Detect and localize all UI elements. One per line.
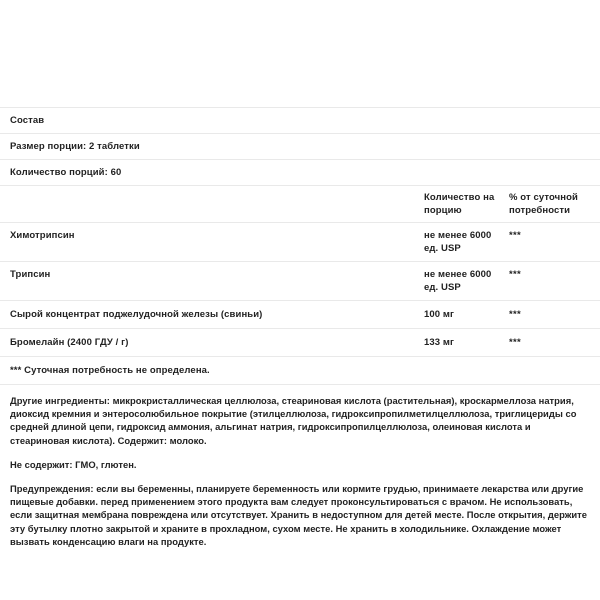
ingredient-amount-line-2: ед. USP (424, 282, 461, 293)
table-row (0, 300, 600, 328)
ingredient-amount-line-1: не менее 6000 (424, 269, 492, 280)
ingredient-name: Сырой концентрат поджелудочной железы (свиньи) (10, 309, 263, 320)
table-row (0, 261, 600, 300)
ingredient-name: Бромелайн (2400 ГДУ / г) (10, 337, 129, 348)
ingredient-daily-value: *** (509, 309, 521, 320)
servings-per-container-row (0, 159, 600, 185)
daily-value-footnote-row (0, 356, 600, 385)
column-header-percent-daily-value: % от суточной потребности (509, 192, 578, 216)
serving-size-row (0, 133, 600, 159)
ingredient-amount-line-1: 133 мг (424, 337, 455, 348)
ingredient-amount-line-1: не менее 6000 (424, 230, 492, 241)
supplement-facts-heading-row (0, 107, 600, 133)
column-header-amount-per-serving: Количество на порцию (424, 192, 495, 216)
other-ingredients-paragraph: Другие ингредиенты: микрокристаллическая целлюлоза, стеариновая кислота (растительная), кроскармеллоза натрия, диоксид кремния и энтеросолюбильное покрытие (этилцеллюлоза, гидроксипропилметилцеллюлоза, триглицериды со средней длиной цепи, гидроксид аммония, альгинат натрия, гидроксипропилцеллюлоза, олеиновая кислота и стеариновая кислота). Содержит: молоко. (10, 395, 577, 446)
free-from-paragraph: Не содержит: ГМО, глютен. (10, 458, 137, 470)
daily-value-footnote: *** Суточная потребность не определена. (10, 365, 210, 376)
supplement-facts-heading: Состав (10, 115, 45, 126)
ingredient-name: Химотрипсин (10, 230, 75, 241)
top-spacer (0, 0, 600, 107)
table-column-header-row (0, 185, 600, 222)
warnings-paragraph: Предупреждения: если вы беременны, планируете беременность или кормите грудью, принимаете лекарства или другие пищевые добавки. перед применением этого продукта вам следует проконсультироваться с врачом. Не использовать, если защитная мембрана повреждена или отсутствует. Хранить в недоступном для детей месте. После открытия, держите эту бутылку плотно закрытой и храните в прохладном, сухом месте. Не хранить в холодильнике. Охлаждение может вызвать конденсацию влаги на продукте. (10, 483, 587, 547)
ingredient-name: Трипсин (10, 269, 51, 280)
ingredient-daily-value: *** (509, 269, 521, 280)
product-notes-block (0, 385, 600, 548)
table-row (0, 328, 600, 356)
serving-size-label: Размер порции: 2 таблетки (10, 141, 140, 152)
servings-per-container-label: Количество порций: 60 (10, 167, 122, 178)
ingredient-amount-line-2: ед. USP (424, 243, 461, 254)
ingredient-amount (424, 229, 509, 255)
ingredient-daily-value: *** (509, 337, 521, 348)
table-row (0, 222, 600, 261)
ingredient-amount-line-1: 100 мг (424, 309, 455, 320)
supplement-facts-panel (0, 107, 600, 385)
ingredient-amount (424, 308, 509, 321)
ingredient-amount (424, 268, 509, 294)
ingredient-daily-value: *** (509, 230, 521, 241)
ingredient-amount (424, 336, 509, 349)
